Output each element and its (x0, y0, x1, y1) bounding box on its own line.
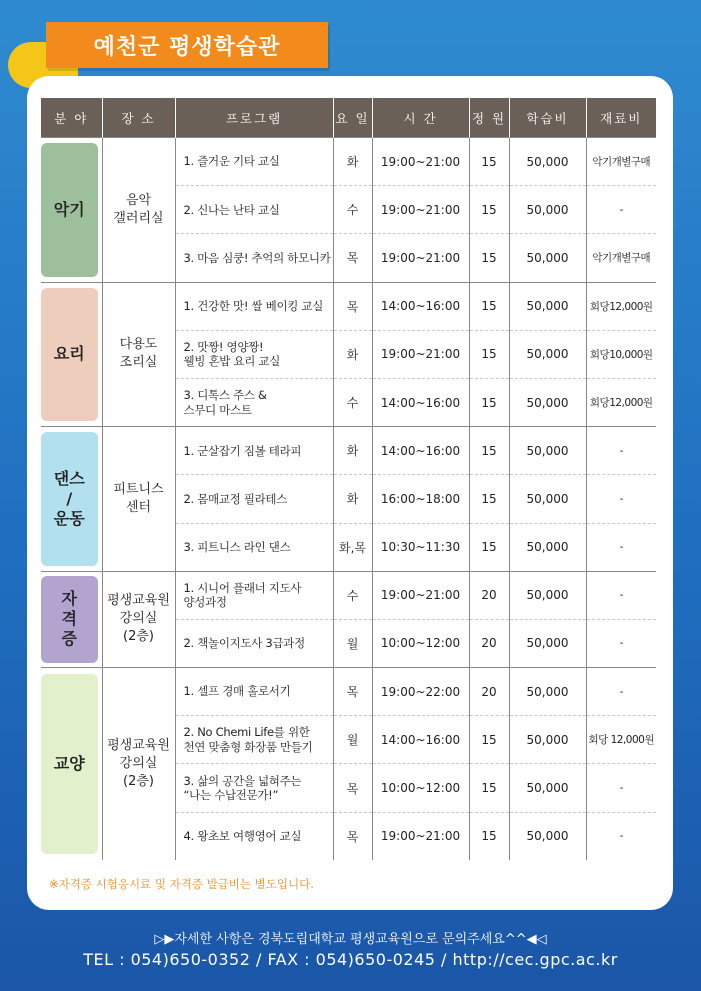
program-cell: 1. 건강한 맛! 쌀 베이킹 교실 (175, 282, 333, 330)
category-cell (41, 427, 102, 572)
day-cell: 목 (333, 234, 372, 282)
material-fee-cell: 회당12,000원 (586, 378, 656, 426)
time-cell: 19:00~21:00 (372, 330, 469, 378)
capacity-cell: 15 (469, 378, 509, 426)
place-cell: 음악 갤러리실 (102, 138, 175, 283)
day-cell: 목 (333, 812, 372, 860)
program-cell: 2. 책놀이지도사 3급과정 (175, 619, 333, 667)
material-fee-cell: - (586, 475, 656, 523)
program-cell: 1. 셀프 경매 홀로서기 (175, 668, 333, 716)
day-cell: 수 (333, 186, 372, 234)
program-cell: 3. 피트니스 라인 댄스 (175, 523, 333, 571)
column-header: 재료비 (586, 98, 656, 138)
day-cell: 화,목 (333, 523, 372, 571)
fee-cell: 50,000 (509, 523, 586, 571)
capacity-cell: 15 (469, 523, 509, 571)
material-fee-cell: - (586, 523, 656, 571)
material-fee-cell: - (586, 571, 656, 619)
program-cell: 1. 즐거운 기타 교실 (175, 138, 333, 186)
table-row (41, 282, 656, 330)
program-cell: 4. 왕초보 여행영어 교실 (175, 812, 333, 860)
fee-cell: 50,000 (509, 427, 586, 475)
fee-cell: 50,000 (509, 330, 586, 378)
capacity-cell: 20 (469, 668, 509, 716)
schedule-card (27, 76, 673, 910)
category-cell (41, 138, 102, 283)
capacity-cell: 15 (469, 282, 509, 330)
fee-cell: 50,000 (509, 812, 586, 860)
fee-cell: 50,000 (509, 234, 586, 282)
program-cell: 2. 신나는 난타 교실 (175, 186, 333, 234)
capacity-cell: 15 (469, 186, 509, 234)
column-header: 학습비 (509, 98, 586, 138)
material-fee-cell: 회당12,000원 (586, 282, 656, 330)
column-header: 요 일 (333, 98, 372, 138)
fee-cell: 50,000 (509, 619, 586, 667)
page-title: 예천군 평생학습관 (46, 22, 328, 68)
notice-text: ※자격증 시험응시료 및 자격증 발급비는 별도입니다. (49, 877, 314, 891)
program-cell: 2. 몸매교정 필라테스 (175, 475, 333, 523)
table-header-row (41, 98, 656, 138)
table-row (41, 668, 656, 716)
capacity-cell: 15 (469, 812, 509, 860)
day-cell: 화 (333, 475, 372, 523)
category-label: 교양 (41, 674, 98, 855)
time-cell: 10:00~12:00 (372, 619, 469, 667)
time-cell: 19:00~21:00 (372, 138, 469, 186)
fee-cell: 50,000 (509, 475, 586, 523)
fee-cell: 50,000 (509, 571, 586, 619)
program-cell: 1. 군살잡기 짐볼 테라피 (175, 427, 333, 475)
day-cell: 화 (333, 427, 372, 475)
place-cell: 평생교육원 강의실 (2층) (102, 668, 175, 860)
fee-cell: 50,000 (509, 716, 586, 764)
time-cell: 19:00~21:00 (372, 571, 469, 619)
place-cell: 피트니스 센터 (102, 427, 175, 572)
capacity-cell: 15 (469, 716, 509, 764)
category-cell (41, 668, 102, 860)
material-fee-cell: - (586, 812, 656, 860)
time-cell: 14:00~16:00 (372, 427, 469, 475)
program-cell: 3. 마음 심쿵! 추억의 하모니카 (175, 234, 333, 282)
category-label: 댄스 / 운동 (41, 432, 98, 566)
column-header: 시 간 (372, 98, 469, 138)
place-cell: 다용도 조리실 (102, 282, 175, 427)
fee-cell: 50,000 (509, 138, 586, 186)
day-cell: 수 (333, 571, 372, 619)
time-cell: 19:00~21:00 (372, 186, 469, 234)
schedule-table (41, 98, 656, 860)
category-label: 자 격 증 (41, 576, 98, 662)
day-cell: 수 (333, 378, 372, 426)
column-header: 장 소 (102, 98, 175, 138)
program-cell: 2. No Chemi Life를 위한 천연 맞춤형 화장품 만들기 (175, 716, 333, 764)
material-fee-cell: - (586, 427, 656, 475)
category-label: 요리 (41, 288, 98, 422)
time-cell: 16:00~18:00 (372, 475, 469, 523)
capacity-cell: 20 (469, 571, 509, 619)
time-cell: 19:00~21:00 (372, 812, 469, 860)
category-label: 악기 (41, 143, 98, 277)
material-fee-cell: - (586, 186, 656, 234)
table-row (41, 571, 656, 619)
time-cell: 19:00~22:00 (372, 668, 469, 716)
time-cell: 10:30~11:30 (372, 523, 469, 571)
material-fee-cell: 악기개별구매 (586, 138, 656, 186)
time-cell: 14:00~16:00 (372, 716, 469, 764)
material-fee-cell: - (586, 668, 656, 716)
material-fee-cell: 악기개별구매 (586, 234, 656, 282)
material-fee-cell: 회당10,000원 (586, 330, 656, 378)
day-cell: 화 (333, 138, 372, 186)
capacity-cell: 15 (469, 475, 509, 523)
day-cell: 목 (333, 668, 372, 716)
fee-cell: 50,000 (509, 282, 586, 330)
column-header: 프로그램 (175, 98, 333, 138)
footer-contact: TEL : 054)650-0352 / FAX : 054)650-0245 / http://cec.gpc.ac.kr (83, 950, 618, 969)
program-cell: 3. 삶의 공간을 넓혀주는 “나는 수납전문가!” (175, 764, 333, 812)
category-cell (41, 571, 102, 667)
capacity-cell: 15 (469, 234, 509, 282)
day-cell: 화 (333, 330, 372, 378)
fee-cell: 50,000 (509, 668, 586, 716)
capacity-cell: 20 (469, 619, 509, 667)
time-cell: 19:00~21:00 (372, 234, 469, 282)
time-cell: 14:00~16:00 (372, 378, 469, 426)
day-cell: 월 (333, 619, 372, 667)
capacity-cell: 15 (469, 330, 509, 378)
column-header: 정 원 (469, 98, 509, 138)
column-header: 분 야 (41, 98, 102, 138)
category-cell (41, 282, 102, 427)
capacity-cell: 15 (469, 138, 509, 186)
day-cell: 목 (333, 764, 372, 812)
time-cell: 14:00~16:00 (372, 282, 469, 330)
table-row (41, 138, 656, 186)
place-cell: 평생교육원 강의실 (2층) (102, 571, 175, 667)
fee-cell: 50,000 (509, 764, 586, 812)
material-fee-cell: 회당 12,000원 (586, 716, 656, 764)
fee-cell: 50,000 (509, 186, 586, 234)
footer-info: ▷▶자세한 사항은 경북도립대학교 평생교육원으로 문의주세요^^◀◁ (154, 932, 547, 947)
program-cell: 2. 맛짱! 영양짱! 웰빙 혼밥 요리 교실 (175, 330, 333, 378)
fee-cell: 50,000 (509, 378, 586, 426)
program-cell: 3. 디톡스 주스 & 스무디 마스트 (175, 378, 333, 426)
time-cell: 10:00~12:00 (372, 764, 469, 812)
capacity-cell: 15 (469, 764, 509, 812)
day-cell: 월 (333, 716, 372, 764)
table-row (41, 427, 656, 475)
material-fee-cell: - (586, 764, 656, 812)
material-fee-cell: - (586, 619, 656, 667)
day-cell: 목 (333, 282, 372, 330)
program-cell: 1. 시니어 플래너 지도사 양성과정 (175, 571, 333, 619)
capacity-cell: 15 (469, 427, 509, 475)
